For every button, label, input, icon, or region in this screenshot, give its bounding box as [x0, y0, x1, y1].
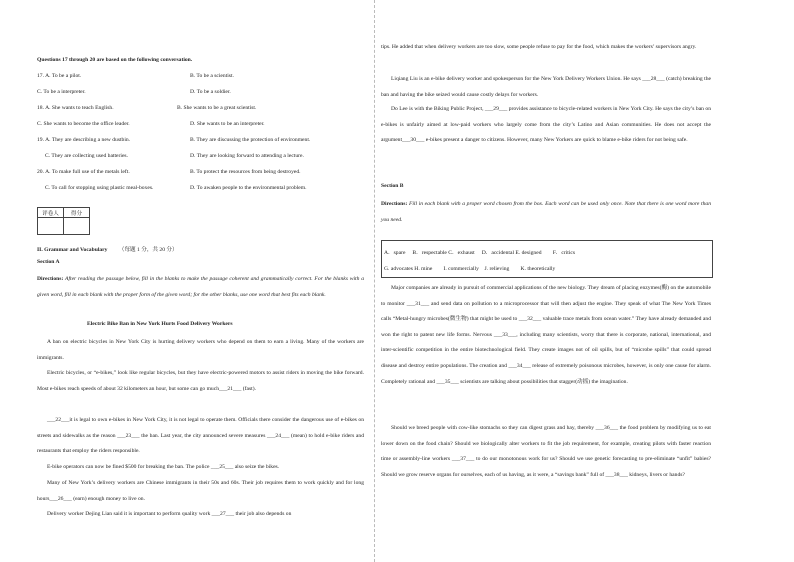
passage-a-paragraph-2: Electric bicycles, or “e-bikes,” look like regular bicycles, but they have electric-powered motors to assist riders in moving the bike forward. Most e-bikes reach speeds of about 32 kilometers an hour, but some can go much___21___ (fast). — [37, 370, 364, 392]
section-2-note: （每题 1 分，共 20 分） — [118, 247, 178, 253]
passage-a-paragraph-8: Liqiang Liu is an e-bike delivery worker and spokesperson for the New York Delivery Workers Union. He says ___28___ (catch) breaking the ban and having the bike seized would cause costly delays for workers. — [381, 76, 711, 98]
directions-text: After reading the passage below, fill in the blanks to make the passage coherent and grammatically correct. For the blanks with a given word, fill in each blank with the proper form of the given word; for the other blanks, use one word that best fits each blank. — [37, 276, 364, 298]
q20-option-d: D. To awaken people to the environmental problem. — [190, 185, 307, 191]
q18-option-a: 18. A. She wants to teach English. — [37, 105, 114, 111]
column-divider — [374, 0, 375, 562]
section-a-title: Section A — [37, 259, 60, 265]
score-header-score: 得分 — [64, 208, 90, 218]
score-table — [37, 207, 90, 235]
passage-a-paragraph-4: E-bike operators can now be fined $500 for breaking the ban. The police ___25___ also seize the bikes. — [47, 464, 280, 470]
section-a-directions — [37, 272, 364, 304]
word-bank-row-1: A．spare B．respectable C．exhaust D．accidental E. designed F．critics — [384, 250, 576, 256]
score-cell-grader — [38, 218, 64, 235]
q17-option-a: 17. A. To be a pilot. — [37, 73, 82, 79]
section-b-directions — [381, 197, 711, 228]
section-b-directions-text: Fill in each blank with a proper word chosen from the box. Each word can be used only once. Note that there is one word more than you need. — [381, 201, 711, 223]
q18-option-d: D. She wants to be an interpreter. — [190, 121, 265, 127]
q18-option-b: B. She wants to be a great scientist. — [177, 105, 257, 111]
q19-option-a: 19. A. They are describing a new dustbin. — [37, 137, 131, 143]
q17-option-c: C. To be a interpreter. — [37, 89, 86, 95]
section-2-label: II. Grammar and Vocabulary — [37, 247, 108, 253]
directions-label: Directions: — [37, 276, 64, 282]
q20-option-c: C. To call for stopping using plastic meal-boxes. — [45, 185, 154, 191]
passage-title: Electric Bike Ban in New York Hurts Food Delivery Workers — [87, 321, 233, 327]
q18-option-c: C. She wants to become the office leader. — [37, 121, 130, 127]
section-b-directions-label: Directions: — [381, 201, 408, 207]
passage-a-paragraph-7: tips. He added that when delivery workers are too slow, some people refuse to pay for the food, which makes the workers’ supervisors angry. — [381, 44, 697, 50]
passage-b-paragraph-2: Should we breed people with cow-like stomachs so they can digest grass and hay, thereby ___36___ the food problem by modifying us to eat lower down on the food chain? Should we biologically alter workers to fit the job requirement, for example, creating pilots with faster reaction time or assembly-line workers ___37___ to do our monotonous work for us? Should we use genetic forecasting to pre-eliminate “unfit” babies? Should we grow reserve organs for ourselves, each of us having, as it were, a “savings bank” full of ___38___ kidneys, livers or hands? — [381, 425, 711, 478]
passage-a-paragraph-6: Delivery worker Dejing Lian said it is important to perform quality work ___27___ their job also depends on — [47, 511, 292, 517]
score-cell-score — [64, 218, 90, 235]
word-bank-row-2: G. advocates H. mine I. commercially J. relieving K. theoretically — [384, 266, 556, 272]
q19-option-b: B. They are discussing the protection of environment. — [190, 137, 311, 143]
word-bank-box — [381, 240, 713, 278]
q17-option-d: D. To be a soldier. — [190, 89, 231, 95]
questions-heading: Questions 17 through 20 are based on the following conversation. — [37, 57, 193, 63]
passage-a-paragraph-3: ___22___it is legal to own e-bikes in New York City, it is not legal to operate them. Officials there consider the dangerous use of e-bikes on streets and sidewalks as the reason ___23___ the ban. Last year, the city announced severe measures ___24___ (mean) to hold e-bike riders and restaurants that employ the riders responsible. — [37, 417, 364, 455]
q20-option-a: 20. A. To make full use of the metals left. — [37, 169, 130, 175]
passage-a-paragraph-1: A ban on electric bicycles in New York City is hurting delivery workers who depend on them to earn a living. Many of the workers are immigrants. — [37, 339, 364, 361]
passage-a-paragraph-5: Many of New York’s delivery workers are Chinese immigrants in their 50s and 60s. Their job requires them to work quickly and for long hours___26___ (earn) enough money to live on. — [37, 480, 364, 502]
q19-option-c: C. They are collecting used batteries. — [45, 153, 128, 159]
q19-option-d: D. They are looking forward to attending a lecture. — [190, 153, 304, 159]
q17-option-b: B. To be a scientist. — [190, 73, 234, 79]
q20-option-b: B. To protect the resources from being destroyed. — [190, 169, 301, 175]
section-2-title — [37, 245, 178, 253]
passage-b-paragraph-1: Major companies are already in pursuit of commercial applications of the new biology. They dream of placing enzymes(酶) on the automobile to monitor ___31___ and send data on pollution to a microprocessor that will then adjust the engine. They speak of what The New York Times calls “Metal-hungry microbes(微生物) that might be used to ___32___ valuable trace metals from ocean water.” They have already demanded and won the right to patent new life forms. Nervous ___33___, including many scientists, worry that there is corporate, national, international, and inter-scientific competition in the entire biotechnological field. They create images not of oil spills, but of “microbe spills” that could spread disease and destroy entire populations. The creation and ___34___ release of extremely poisonous microbes, however, is only one cause for alarm. Completely rational and ___35___ scientists are talking about possibilities that stagger(动摇) the imagination. — [381, 285, 711, 385]
section-b-title: Section B — [381, 183, 404, 189]
passage-a-paragraph-9: Do Lee is with the Biking Public Project, ___29___ provides assistance to bicycle-related workers in New York City. He says the city’s ban on e-bikes is unfairly aimed at low-paid workers who largely come from the city’s Latino and Asian communities. He does not accept the argument___30___ e-bikes present a danger to citizens. However, many New Yorkers are quick to blame e-bike riders for not being safe. — [381, 106, 711, 144]
score-header-grader: 评卷人 — [38, 208, 64, 218]
